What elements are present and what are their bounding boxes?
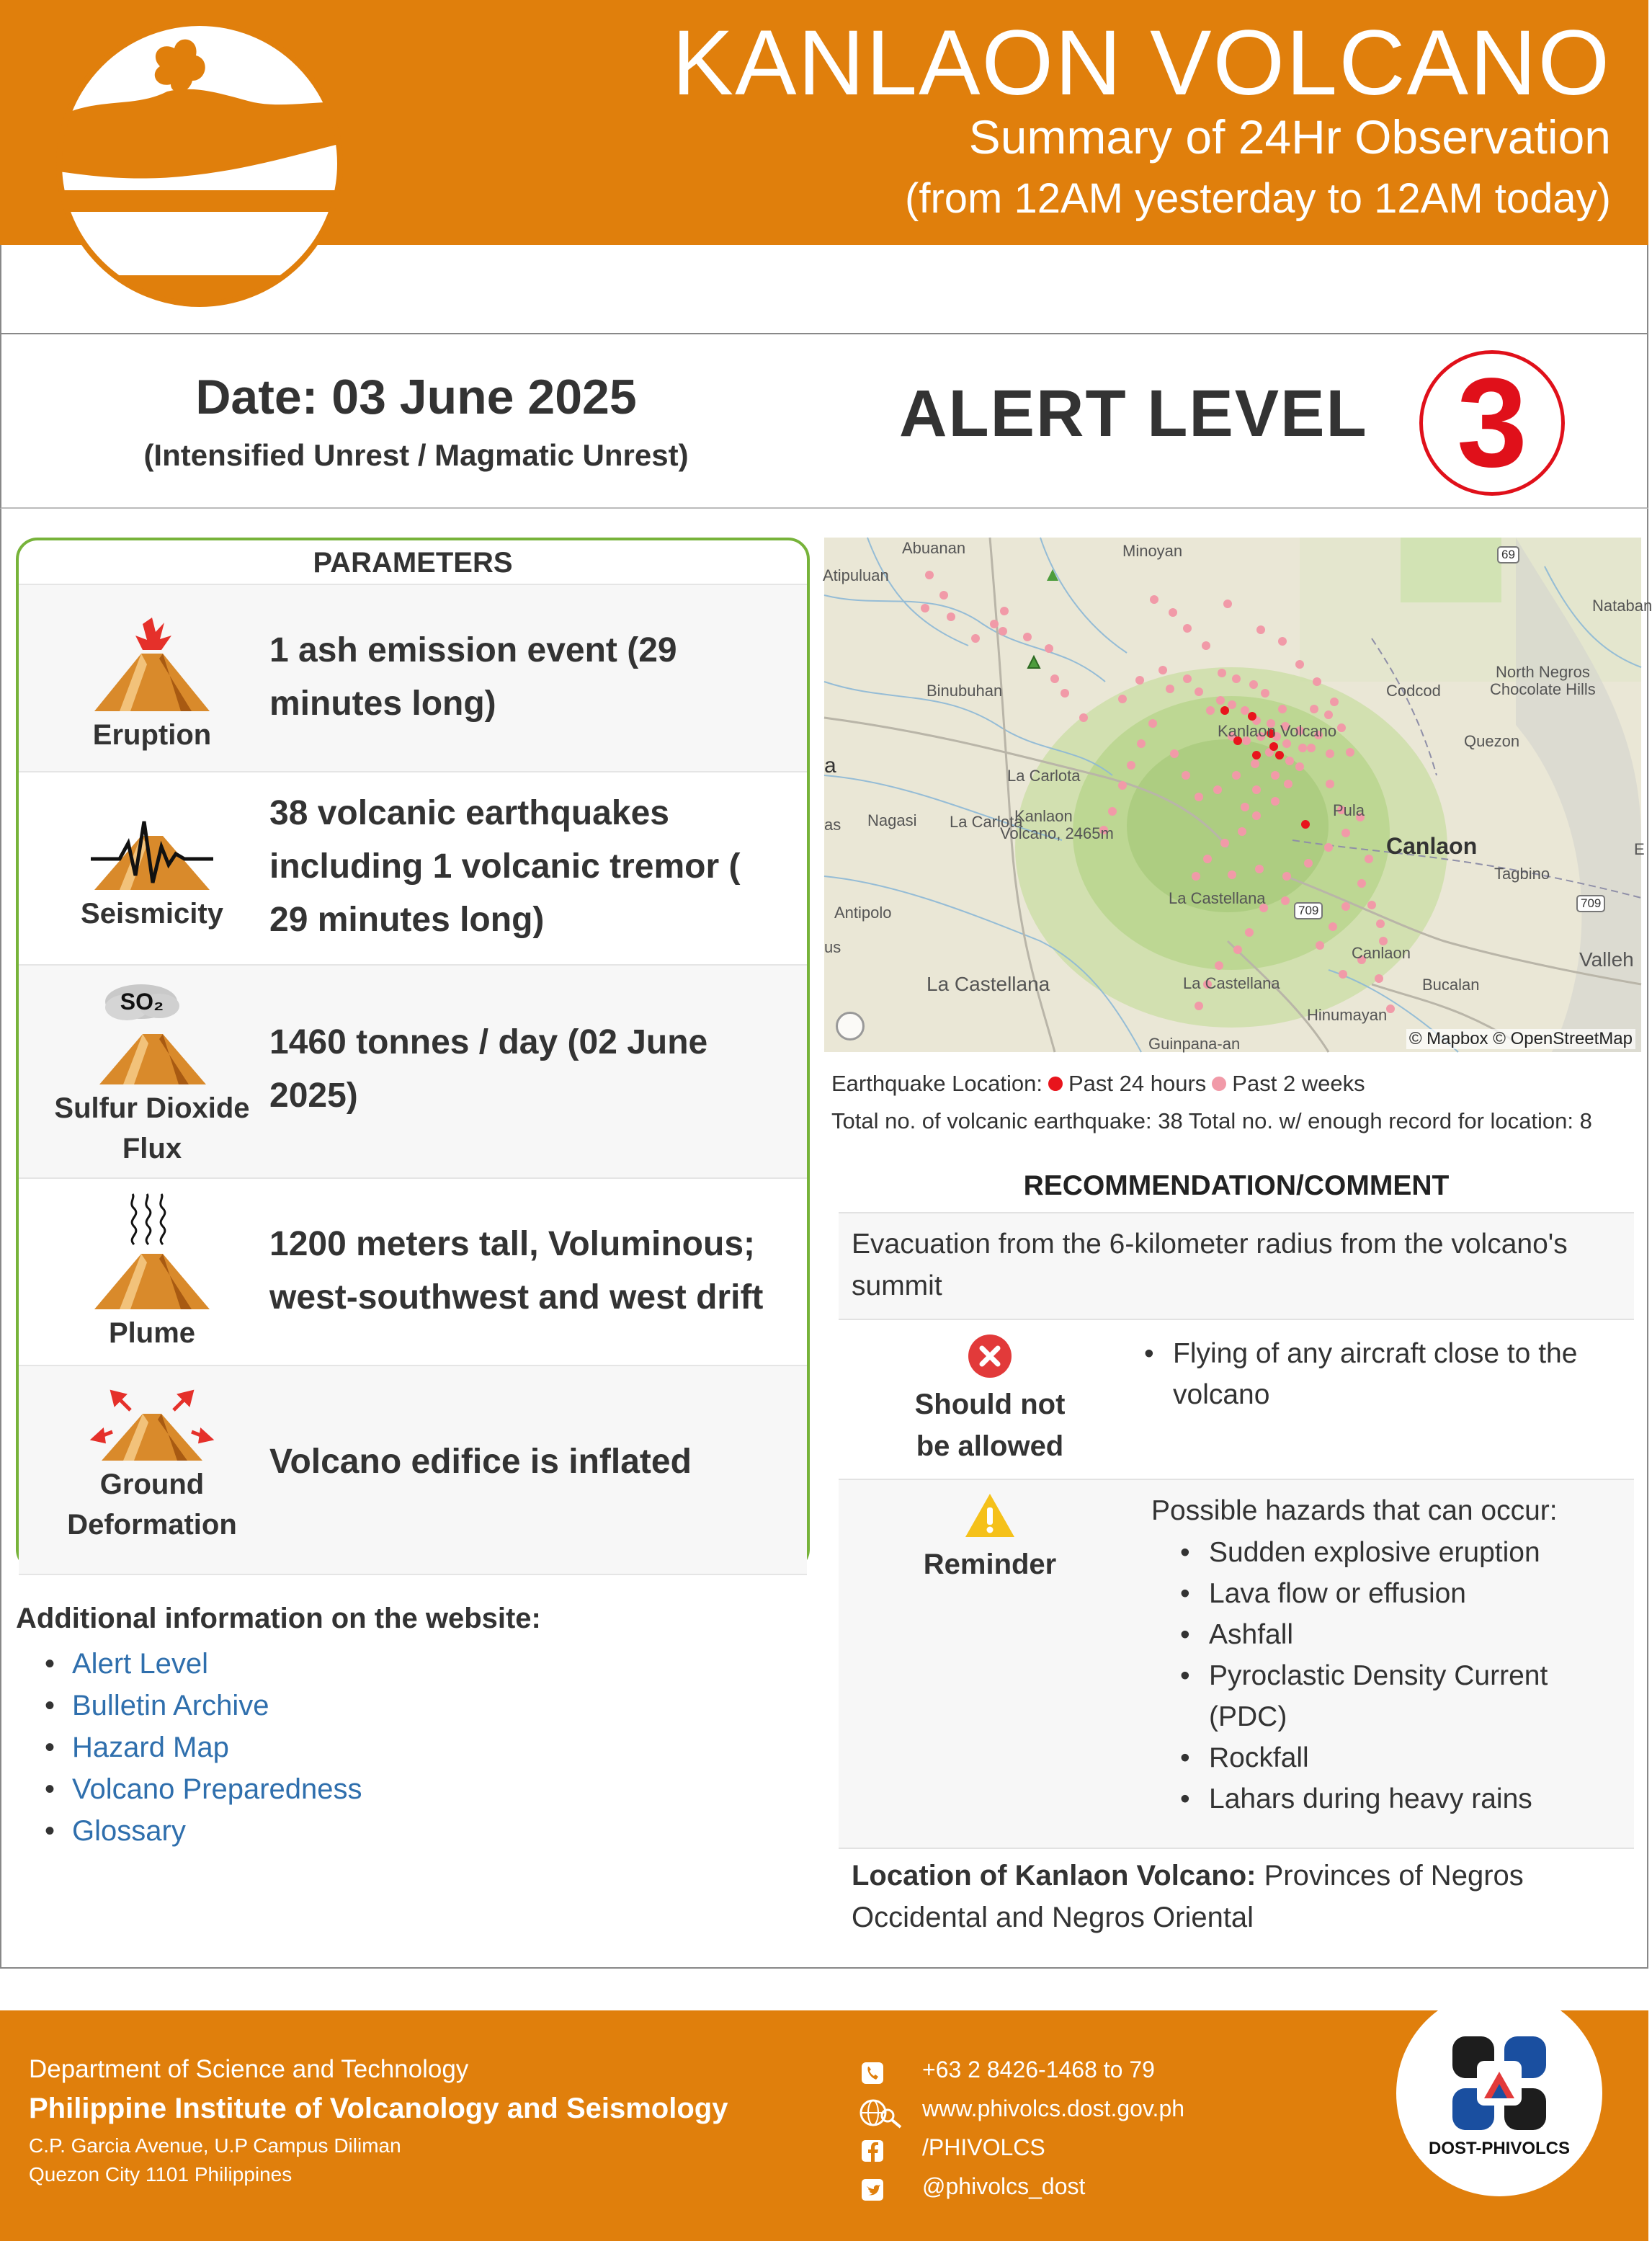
map-label: North Negros: [1496, 663, 1590, 681]
map-label: Canlaon: [1352, 944, 1411, 962]
earthquake-dot-2w: [971, 634, 980, 643]
footer-phone[interactable]: +63 2 8426-1468 to 79: [922, 2057, 1155, 2082]
seismicity-value: 38 volcanic earthquakes including 1 volcanic tremor ( 29 minutes long): [269, 794, 741, 939]
legend-dot-24h: [1048, 1077, 1063, 1091]
earthquake-dot-2w: [1137, 739, 1146, 748]
legend-prefix: Earthquake Location:: [831, 1071, 1042, 1096]
additional-info-title: Additional information on the website:: [16, 1603, 541, 1634]
earthquake-dot-2w: [1278, 705, 1287, 713]
earthquake-dot-24h: [1220, 706, 1229, 715]
earthquake-dot-2w: [1252, 811, 1261, 820]
earthquake-dot-2w: [1192, 872, 1200, 881]
footer-website[interactable]: www.phivolcs.dost.gov.ph: [922, 2095, 1185, 2121]
parameter-row-sulfur-dioxide: [19, 966, 807, 1179]
earthquake-dot-2w: [1183, 674, 1192, 683]
earthquake-dot-2w: [1282, 872, 1291, 881]
earthquake-dot-2w: [999, 627, 1007, 636]
alert-level-label: ALERT LEVEL: [899, 377, 1368, 450]
earthquake-dot-2w: [1271, 771, 1280, 780]
evacuation-text: Evacuation from the 6-kilometer radius from the volcano's summit: [852, 1229, 1568, 1301]
earthquake-dot-2w: [1148, 719, 1157, 728]
earthquake-dot-2w: [1061, 689, 1069, 698]
earthquake-dot-2w: [1341, 902, 1350, 911]
earthquake-dot-2w: [1310, 705, 1318, 713]
earthquake-dot-2w: [1202, 641, 1210, 650]
earthquake-dot-2w: [1213, 785, 1222, 794]
map-label: La Castellana: [927, 973, 1050, 995]
earthquake-totals: Total no. of volcanic earthquake: 38 Total no. w/ enough record for location: 8: [831, 1108, 1592, 1133]
earthquake-dot-2w: [1316, 941, 1324, 950]
earthquake-dot-2w: [1337, 723, 1346, 732]
recommendation-heading: RECOMMENDATION/COMMENT: [1023, 1170, 1450, 1201]
earthquake-dot-2w: [1232, 674, 1241, 683]
hazard-item: • Pyroclastic Density Current (PDC): [1180, 1655, 1612, 1737]
earthquake-dot-2w: [921, 604, 929, 612]
footer-logo-text: DOST-PHIVOLCS: [1428, 2139, 1571, 2158]
map-label: Nataban: [1592, 597, 1652, 615]
footer-facebook[interactable]: /PHIVOLCS: [922, 2134, 1045, 2160]
earthquake-dot-2w: [1245, 928, 1254, 937]
earthquake-dot-2w: [1216, 696, 1225, 705]
map-label: Codcod: [1386, 682, 1441, 700]
earthquake-dot-2w: [1298, 744, 1307, 752]
facebook-icon: [860, 2139, 885, 2163]
map-label: Kanlaon Volcano: [1218, 722, 1337, 740]
legend-past-2w: Past 2 weeks: [1232, 1071, 1365, 1096]
eruption-label: Eruption: [92, 719, 212, 751]
plume-value: 1200 meters tall, Voluminous; west-southwest and west drift: [269, 1225, 764, 1316]
earthquake-dot-2w: [1195, 793, 1203, 801]
earthquake-dot-2w: [1341, 829, 1350, 837]
earthquake-dot-2w: [1386, 1004, 1395, 1013]
ground-deformation-label: Ground Deformation: [67, 1469, 237, 1541]
earthquake-dot-2w: [1324, 843, 1333, 852]
hazards-list: [1180, 1532, 1612, 1819]
road-marker: 709: [1576, 895, 1605, 912]
hazard-item: • Sudden explosive eruption: [1180, 1532, 1612, 1573]
link-alert-level[interactable]: • Alert Level: [45, 1643, 362, 1685]
map-label: E: [1634, 840, 1645, 858]
earthquake-legend: [831, 1071, 1365, 1097]
earthquake-dot-2w: [1182, 771, 1190, 780]
parameter-row-seismicity: [19, 772, 807, 966]
earthquake-dot-2w: [1249, 680, 1258, 689]
eruption-icon: [48, 614, 256, 755]
earthquake-dot-24h: [1275, 751, 1284, 759]
earthquake-dot-2w: [990, 620, 999, 628]
earthquake-dot-2w: [1158, 666, 1167, 674]
earthquake-dot-2w: [947, 612, 955, 621]
plume-label: Plume: [108, 1317, 196, 1349]
earthquake-dot-24h: [1269, 742, 1278, 751]
earthquake-dot-2w: [1278, 637, 1287, 646]
earthquake-dot-2w: [1241, 803, 1249, 811]
not-allowed-label: Should not be allowed: [914, 1389, 1066, 1462]
reminder-intro: Possible hazards that can occur:: [1151, 1495, 1558, 1526]
earthquake-dot-2w: [1228, 870, 1236, 879]
road-marker: 69: [1497, 546, 1519, 563]
earthquake-dot-2w: [1367, 901, 1376, 909]
earthquake-dot-24h: [1252, 751, 1261, 759]
earthquake-dot-2w: [1281, 896, 1290, 905]
earthquake-dot-2w: [1079, 713, 1088, 722]
sulfur-dioxide-icon: [48, 980, 256, 1169]
earthquake-dot-2w: [1118, 695, 1127, 703]
earthquake-dot-2w: [1127, 761, 1135, 770]
map-label: Kanlaon: [1014, 807, 1073, 825]
footer-institute: Philippine Institute of Volcanology and Seismology: [29, 2093, 728, 2124]
seismicity-icon: [48, 814, 256, 934]
earthquake-dot-24h: [1301, 820, 1310, 829]
earthquake-dot-2w: [1203, 855, 1212, 863]
map-attribution[interactable]: © Mapbox © OpenStreetMap: [1406, 1029, 1635, 1049]
earthquake-dot-2w: [1252, 785, 1261, 794]
footer-dept: Department of Science and Technology: [29, 2055, 469, 2083]
earthquake-dot-2w: [1324, 710, 1333, 719]
ground-deformation-icon: [48, 1385, 256, 1545]
earthquake-dot-2w: [1170, 749, 1179, 758]
earthquake-dot-2w: [1326, 749, 1334, 758]
page-title: KANLAON VOLCANO: [671, 12, 1611, 115]
footer-twitter[interactable]: @phivolcs_dost: [922, 2173, 1086, 2199]
earthquake-dot-2w: [1295, 660, 1304, 669]
map-label: Bucalan: [1422, 976, 1480, 994]
earthquake-dot-2w: [1215, 961, 1223, 970]
earthquake-dot-2w: [1023, 633, 1032, 641]
mapbox-logo-icon[interactable]: [836, 1012, 865, 1041]
earthquake-dot-2w: [1271, 797, 1280, 806]
recommendation-divider: [839, 1848, 1634, 1849]
map-label: as: [824, 816, 841, 834]
hazard-item: • Rockfall: [1180, 1737, 1612, 1778]
earthquake-dot-2w: [1284, 780, 1292, 788]
earthquake-dot-2w: [1135, 676, 1144, 685]
volcano-location: [852, 1855, 1630, 1938]
map-label: us: [824, 938, 841, 956]
map-label: La Carlota: [950, 813, 1023, 831]
map-label: Tagbino: [1494, 865, 1550, 883]
page-subtitle: Summary of 24Hr Observation: [968, 110, 1611, 164]
observation-period: (from 12AM yesterday to 12AM today): [905, 175, 1611, 222]
not-allowed-item: • Flying of any aircraft close to the volcano: [1144, 1333, 1612, 1415]
bulletin-date: Date: 03 June 2025: [195, 370, 637, 424]
earthquake-dot-2w: [1150, 595, 1158, 604]
earthquake-dot-2w: [1233, 945, 1242, 954]
seismicity-label: Seismicity: [81, 898, 223, 930]
map-label: Volcano, 2465m: [1000, 824, 1114, 842]
parameters-heading: PARAMETERS: [19, 540, 807, 585]
earthquake-dot-2w: [1329, 922, 1337, 931]
sulfur-dioxide-value: 1460 tonnes / day (02 June 2025): [269, 1023, 708, 1115]
parameter-row-plume: [19, 1179, 807, 1366]
earthquake-dot-2w: [1218, 669, 1226, 677]
earthquake-dot-2w: [1050, 674, 1059, 683]
hazard-item: • Lava flow or effusion: [1180, 1573, 1612, 1614]
map-label: Minoyan: [1122, 542, 1183, 560]
earthquake-dot-2w: [1330, 698, 1339, 706]
ground-deformation-value: Volcano edifice is inflated: [269, 1443, 692, 1481]
recommendation-evacuation-row: [839, 1212, 1634, 1319]
not-allowed-list: [1144, 1333, 1612, 1415]
earthquake-dot-2w: [1285, 757, 1294, 765]
earthquake-dot-2w: [1255, 865, 1264, 873]
parameter-row-ground-deformation: [19, 1366, 807, 1575]
warning-triangle-icon: [964, 1492, 1016, 1539]
plume-icon: [48, 1190, 256, 1353]
earthquake-dot-2w: [1376, 919, 1385, 928]
link-bulletin-archive[interactable]: • Bulletin Archive: [45, 1685, 362, 1727]
earthquake-dot-2w: [1195, 687, 1203, 696]
map-label: La Castellana: [1169, 889, 1266, 907]
earthquake-dot-2w: [1000, 607, 1009, 615]
earthquake-dot-2w: [1238, 827, 1246, 836]
map-label: Pula: [1333, 801, 1365, 819]
earthquake-dot-2w: [1339, 970, 1347, 979]
earthquake-dot-2w: [1304, 859, 1313, 868]
earthquake-dot-2w: [1346, 748, 1354, 757]
link-glossary[interactable]: • Glossary: [45, 1810, 362, 1852]
hazard-item: • Lahars during heavy rains: [1180, 1778, 1612, 1819]
earthquake-dot-2w: [1256, 625, 1265, 634]
earthquake-dot-2w: [1365, 855, 1373, 863]
earthquake-dot-2w: [1206, 706, 1215, 715]
earthquake-dot-2w: [1118, 781, 1127, 790]
parameters-panel: [16, 538, 810, 1571]
earthquake-dot-2w: [1045, 644, 1053, 653]
road-marker: 709: [1294, 902, 1323, 919]
earthquake-dot-2w: [1223, 600, 1232, 608]
earthquake-map[interactable]: [823, 538, 1652, 1053]
map-label: Antipolo: [834, 904, 892, 922]
earthquake-dot-2w: [1307, 744, 1316, 752]
recommendation-reminder-row: [839, 1479, 1634, 1848]
earthquake-dot-2w: [925, 571, 934, 579]
earthquake-dot-2w: [1326, 780, 1334, 788]
earthquake-dot-2w: [1232, 771, 1241, 780]
alert-level-number: 3: [1457, 352, 1527, 494]
link-volcano-preparedness[interactable]: • Volcano Preparedness: [45, 1768, 362, 1810]
so2-badge: SO₂: [120, 989, 164, 1015]
map-label: Atipuluan: [823, 566, 889, 584]
web-search-icon: [859, 2097, 903, 2129]
eruption-value: 1 ash emission event (29 minutes long): [269, 631, 677, 723]
dost-phivolcs-emblem-icon: [1448, 2032, 1550, 2134]
map-label: Hinumayan: [1307, 1006, 1388, 1024]
map-label: La Castellana: [1183, 974, 1280, 992]
earthquake-dot-2w: [1295, 762, 1304, 771]
map-label: Guinpana-an: [1148, 1035, 1241, 1053]
map-label: La Carlota: [1007, 767, 1081, 785]
earthquake-dot-2w: [1195, 1002, 1203, 1010]
location-label: Location of Kanlaon Volcano:: [852, 1860, 1256, 1892]
earthquake-dot-2w: [1313, 677, 1321, 686]
map-label: Abuanan: [902, 539, 966, 557]
unrest-status: (Intensified Unrest / Magmatic Unrest): [143, 438, 689, 472]
earthquake-dot-2w: [939, 591, 948, 600]
kanlaon-logo-icon: [52, 16, 347, 318]
location-text: Provinces of Negros Occidental and Negros Oriental: [852, 1860, 1524, 1933]
legend-dot-2w: [1212, 1077, 1226, 1091]
map-label: Nagasi: [867, 811, 917, 829]
error-x-icon: [967, 1333, 1013, 1379]
earthquake-dot-2w: [1251, 759, 1259, 768]
earthquake-dot-2w: [1183, 624, 1192, 633]
phone-icon: [860, 2061, 885, 2085]
earthquake-dot-24h: [1248, 712, 1256, 721]
map-label-city: Canlaon: [1386, 833, 1478, 859]
map-label: Chocolate Hills: [1490, 680, 1596, 698]
reminder-label: Reminder: [923, 1549, 1057, 1580]
recommendation-not-allowed-row: [839, 1319, 1634, 1479]
earthquake-dot-2w: [1166, 685, 1174, 693]
additional-links-list: [45, 1643, 362, 1852]
sulfur-dioxide-label: Sulfur Dioxide Flux: [54, 1092, 250, 1164]
footer-address-line2: Quezon City 1101 Philippines: [29, 2163, 293, 2186]
earthquake-dot-2w: [1220, 839, 1229, 847]
earthquake-dot-2w: [1357, 879, 1366, 888]
footer-address-line1: C.P. Garcia Avenue, U.P Campus Diliman: [29, 2134, 401, 2157]
parameter-row-eruption: [19, 585, 807, 772]
earthquake-dot-2w: [1228, 700, 1236, 709]
legend-past-24h: Past 24 hours: [1068, 1071, 1207, 1096]
earthquake-dot-2w: [1241, 706, 1249, 715]
earthquake-dot-2w: [1169, 608, 1177, 617]
map-label: Binubuhan: [927, 682, 1003, 700]
link-hazard-map[interactable]: • Hazard Map: [45, 1727, 362, 1768]
earthquake-dot-2w: [1108, 807, 1117, 816]
earthquake-dot-2w: [1375, 974, 1383, 983]
twitter-icon: [860, 2178, 885, 2202]
earthquake-dot-2w: [1261, 689, 1269, 698]
hazard-item: • Ashfall: [1180, 1614, 1612, 1655]
map-label: Quezon: [1464, 732, 1520, 750]
map-label: a: [824, 754, 836, 778]
map-label: Valleh: [1579, 948, 1634, 971]
